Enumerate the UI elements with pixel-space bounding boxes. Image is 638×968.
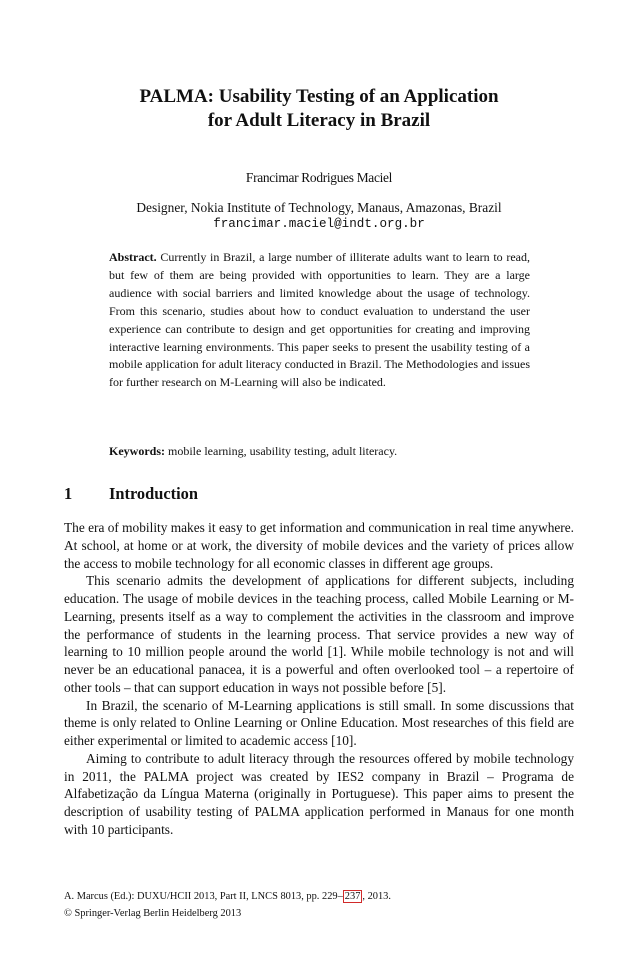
section-number: 1 [64, 484, 73, 503]
paragraph: Aiming to contribute to adult literacy through the resources offered by mobile technology in 2011, the PALMA project was created by IES2 company in Brazil – Programa de Alfabetização da Língua Materna (originally in Portuguese). This paper aims to present the description of usability testing of PALMA application performed in Manaus for one month with 10 participants. [64, 750, 574, 837]
paragraph: This scenario admits the development of applications for different subjects, including education. The usage of mobile devices in the teaching process, called Mobile Learning or M-Learning, presents itself as a way to complement the activities in the classroom and improve the performance of students in the learning process. That service provides a new way of learning to 10 million people around the world [1]. While mobile technology is not and will never be an educational panacea, it is a powerful and often overlooked tool – a repertoire of other tools – that can support education in ways not possible before [5]. [64, 573, 574, 695]
keywords-label: Keywords: [109, 444, 165, 458]
citation-line [64, 888, 391, 905]
paper-title [60, 85, 578, 133]
citation-year: , 2013. [362, 891, 391, 902]
paragraph: The era of mobility makes it easy to get information and communication in real time anywhere. At school, at home or at work, the diversity of mobile devices and the variety of prices allow the access to mobile technology for all economic classes in different age groups. [64, 520, 574, 571]
author-email[interactable]: francimar.maciel@indt.org.br [213, 217, 425, 231]
paragraph: In Brazil, the scenario of M-Learning applications is still small. In some discussions that theme is only related to Online Learning or Online Education. Most researches of this field are either experimental or limited to academic access [10]. [64, 697, 574, 748]
section-body [64, 519, 574, 839]
citation-text: A. Marcus (Ed.): DUXU/HCII 2013, Part II, LNCS 8013, pp. 229– [64, 891, 343, 902]
section-heading [64, 484, 198, 504]
author-affiliation: Designer, Nokia Institute of Technology, Manaus, Amazonas, Brazil [136, 200, 502, 215]
author-name: Francimar Rodrigues Maciel [245, 170, 393, 185]
section-title: Introduction [109, 484, 198, 503]
keywords-text: mobile learning, usability testing, adult literacy. [168, 444, 398, 458]
copyright-line: © Springer-Verlag Berlin Heidelberg 2013 [64, 908, 242, 919]
page-footer [64, 888, 391, 922]
citation-link[interactable]: 237 [344, 891, 361, 902]
title-line-1: PALMA: Usability Testing of an Application [139, 86, 499, 107]
abstract-text: Currently in Brazil, a large number of illiterate adults want to learn to read, but few of them are being provided with opportunities to learn. They are a large audience with social barriers and limited knowledge about the usage of technology. From this scenario, studies about how to conduct evaluation to understand the user experience can contribute to design and get opportunities for creating and improving interactive learning environments. This paper seeks to present the usability testing of a mobile application for adult literacy conducted in Brazil. The Methodologies and issues for further research on M-Learning will also be indicated. [109, 250, 531, 390]
keywords [109, 443, 530, 460]
abstract [109, 249, 530, 392]
abstract-label: Abstract. [109, 250, 157, 264]
title-line-2: for Adult Literacy in Brazil [207, 110, 431, 131]
